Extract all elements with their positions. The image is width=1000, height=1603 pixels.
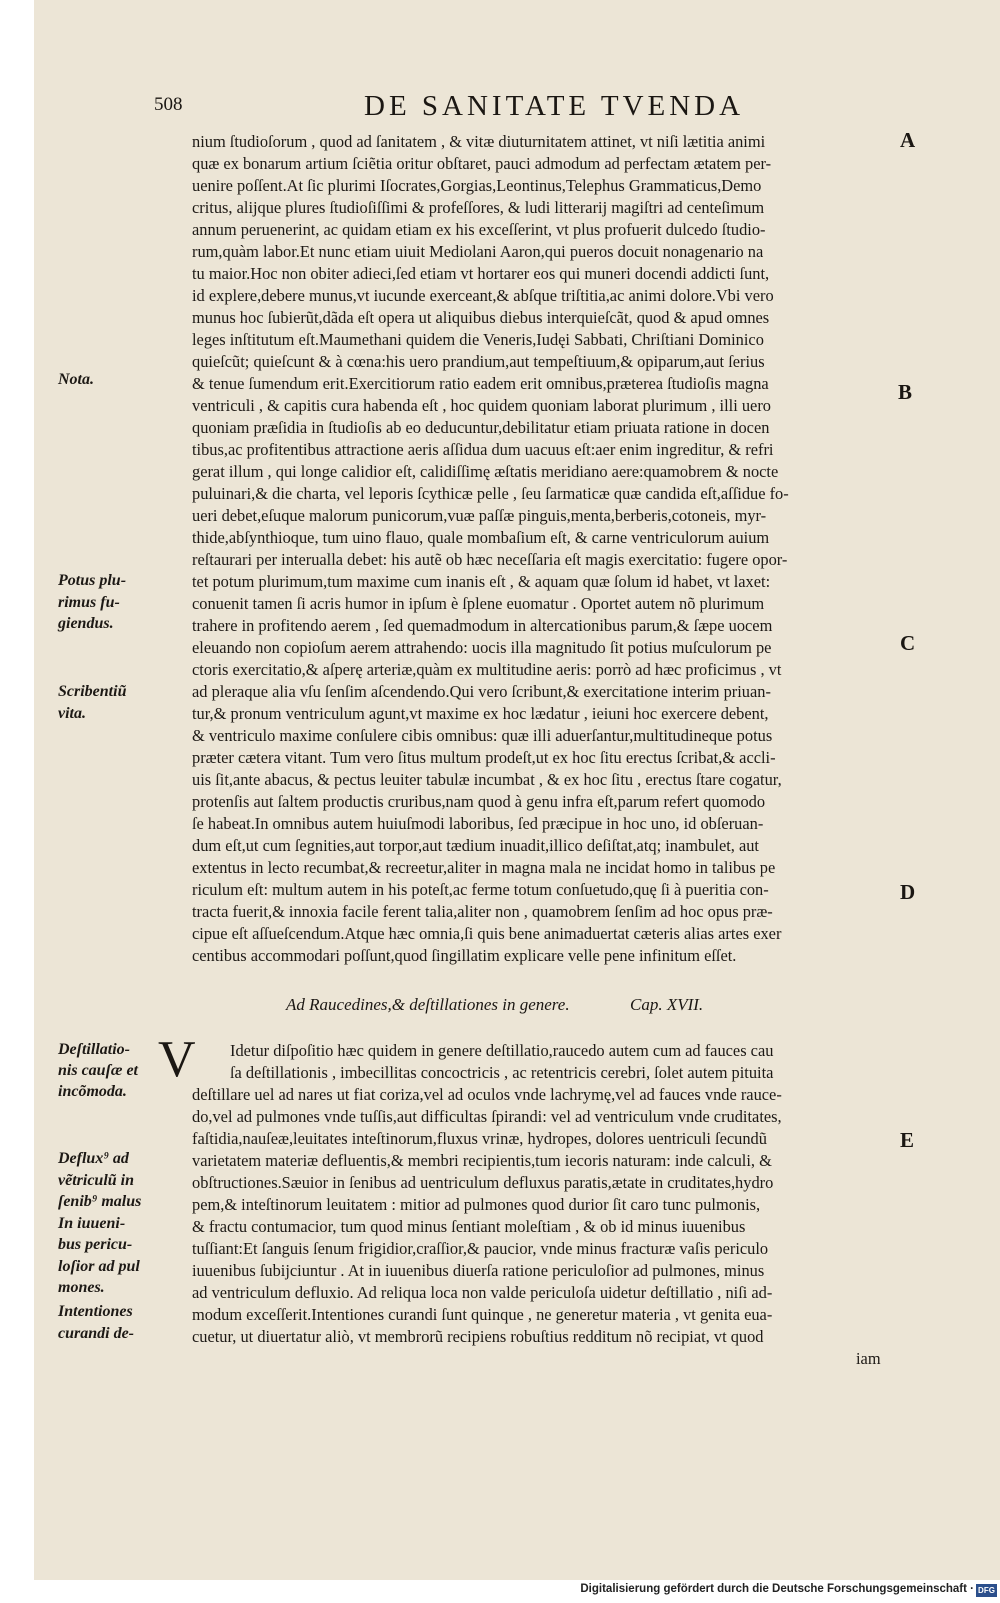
text-line: gerat illum , qui longe calidior eſt, calidiſſimę æſtatis meridiano aere:quamobrem & nocte: [192, 462, 779, 481]
text-line: munus hoc ſubierũt,dãda eſt opera ut aliquibus diebus interquieſcãt, quod & apud omnes: [192, 308, 770, 327]
text-line: tracta fuerit,& innoxia facile ferent talia,aliter non , quamobrem ſenſim ad hoc opus præ-: [192, 902, 773, 921]
text-line: & ventriculo maxime conſulere cibis omnibus: quæ illi aduerſantur,multitudineque potus: [192, 726, 773, 745]
margin-note: Deſtillatio-: [58, 1041, 130, 1058]
margin-note: Potus plu-: [58, 572, 127, 589]
margin-note: mones.: [58, 1279, 105, 1296]
text-line: ueri debet,eſuque malorum punicorum,vuæ paſſæ pinguis,menta,berberis,cotoneis, myr-: [192, 506, 767, 525]
text-line: præter cætera vitant. Tum vero ſitus multum prodeſt,ut ex hoc ſitu erectus ſcribat,& accli-: [192, 748, 776, 767]
margin-note: loſior ad pul: [58, 1258, 140, 1275]
margin-note: ſenib⁹ malus: [58, 1193, 142, 1210]
text-line: ſe habeat.In omnibus autem huiuſmodi laboribus, ſed præcipue in hoc uno, id obſeruan-: [192, 814, 764, 833]
text-line: reſtaurari per interualla debet: his autẽ ob hæc neceſſaria eſt magis exercitatio: fugere opor-: [192, 550, 788, 569]
text-line: & fractu contumacior, tum quod minus ſentiant moleſtiam , & ob id minus iuuenibus: [192, 1217, 746, 1236]
dfg-logo-icon: DFG: [976, 1584, 997, 1597]
text-line: ctoris exercitatio,& aſperę arteriæ,quàm ex multitudine aeris: porrò ad hæc proficimus , vt: [192, 660, 782, 679]
margin-note: Deflux⁹ ad: [58, 1150, 129, 1167]
text-line: trahere in profitendo aerem , ſed quemadmodum in altercationibus parum,& ſæpe uocem: [192, 616, 773, 635]
text-line: protenſis aut ſaltem productis cruribus,nam quod à genu infra eſt,parum refert quomodo: [192, 792, 766, 811]
catchword: iam: [856, 1349, 881, 1368]
margin-note: Scribentiũ: [58, 683, 127, 700]
text-line: thide,abſynthioque, tum uino flauo, quale mombaſium eſt, & carne ventriculorum auium: [192, 528, 770, 547]
chapter-title: Ad Raucedines,& deſtillationes in genere.: [286, 995, 570, 1014]
margin-note: Intentiones: [58, 1303, 133, 1320]
margin-note: giendus.: [58, 615, 114, 632]
margin-note: bus pericu-: [58, 1236, 133, 1253]
text-line: tibus,ac profitentibus attractione aeris aſſidua dum uacuus eſt:aer enim ingreditur, & refri: [192, 440, 774, 459]
margin-note: vita.: [58, 705, 86, 722]
text-line: ventriculi , & capitis cura habenda eſt , hoc quidem quoniam laborat plurimum , illi uero: [192, 396, 771, 415]
text-line: dum eſt,ut cum ſegnities,aut torpor,aut tædium inuadit,illico deſiſtat,atq; inambulet, aut: [192, 836, 759, 855]
text-line: conuenit tamen ſi acris humor in ipſum è ſplene euomatur . Oportet autem nõ plurimum: [192, 594, 765, 613]
funding-credit: Digitalisierung gefördert durch die Deutsche Forschungsgemeinschaft ·: [580, 1583, 974, 1595]
margin-note: nis cauſæ et: [58, 1062, 138, 1079]
text-line: quoniam præſidia in ſtudioſis ab eo deducuntur,debilitatur etiam priuata ratione in docen: [192, 418, 770, 437]
text-line: tuſſiant:Et ſanguis ſenum frigidior,craſſior,& paucior, vnde minus fracturæ vaſis periculo: [192, 1239, 769, 1258]
margin-note: rimus fu-: [58, 594, 120, 611]
text-line: cuetur, ut diuertatur aliò, vt membrorũ recipiens robuſtius redditum nõ recipiat, vt quod: [192, 1327, 764, 1346]
section-letter-d: D: [900, 880, 916, 904]
text-line: deſtillare uel ad nares ut fiat coriza,vel ad oculos vnde lachrymę,vel ad fauces vnde rauce-: [192, 1085, 782, 1104]
margin-note: Nota.: [58, 371, 94, 388]
text-line: varietatem materiæ defluentis,& membri recipientis,tum iecoris naturam: inde calculi, &: [192, 1151, 772, 1170]
text-line: eleuando non copioſum aerem attrahendo: uocis illa magnitudo ſit potius muſculorum pe: [192, 638, 772, 657]
text-line: obſtructiones.Sæuior in ſenibus ad uentriculum defluxus paratis,ætate in cruditates,hydro: [192, 1173, 774, 1192]
drop-initial: V: [158, 1031, 196, 1088]
margin-note: incõmoda.: [58, 1083, 127, 1100]
running-head: DE SANITATE TVENDA: [364, 90, 745, 122]
text-line: cipue eſt aſſueſcendum.Atque hæc omnia,ſi quis bene animaduertat cæteris alias artes exer: [192, 924, 782, 943]
margin-note: In iuueni-: [58, 1215, 126, 1232]
text-line: modum exceſſerit.Intentiones curandi ſunt quinque , ne generetur materia , vt genita eua-: [192, 1305, 773, 1324]
text-line: ad ventriculum defluxio. Ad reliqua loca non valde periculoſa uidetur deſtillatio , niſi ad-: [192, 1283, 773, 1302]
footer-bar: [0, 1580, 1000, 1603]
text-line: riculum eſt: multum autem in his poteſt,ac ferme totum conſuetudo,quę ſi à pueritia con-: [192, 880, 769, 899]
margin-note: curandi de-: [58, 1325, 134, 1342]
text-line: nium ſtudioſorum , quod ad ſanitatem , & vitæ diuturnitatem attinet, vt niſi lætitia animi: [192, 132, 766, 151]
page-number: 508: [154, 94, 183, 115]
section-letter-a: A: [900, 128, 916, 152]
text-line: ſa deſtillationis , imbecillitas concoctricis , ac retentricis cerebri, ſolet autem pituita: [230, 1063, 774, 1082]
text-line: quieſcũt; quieſcunt & à cœna:his uero prandium,aut tempeſtiuum,& opiparum,aut ſerius: [192, 352, 765, 371]
text-line: puluinari,& die charta, vel leporis ſcythicæ pelle , ſeu ſarmaticæ quæ candida eſt,aſſidue fo-: [192, 484, 789, 503]
text-line: quæ ex bonarum artium ſciẽtia oritur obſtaret, pauci admodum ad perfectam ætatem per-: [192, 154, 772, 173]
text-line: id explere,debere munus,vt iucunde exerceant,& abſque triſtitia,ac animi dolore.Vbi vero: [192, 286, 774, 305]
book-page: [34, 0, 1000, 1580]
text-line: rum,quàm labor.Et nunc etiam uiuit Mediolani Aaron,qui pueros docuit nonagenario na: [192, 242, 764, 261]
margin-note: vẽtriculũ in: [58, 1172, 135, 1189]
text-line: uenire poſſent.At ſic plurimi Iſocrates,Gorgias,Leontinus,Telephus Grammaticus,Demo: [192, 176, 762, 195]
text-line: faſtidia,nauſeæ,leuitates inteſtinorum,fluxus vrinæ, hydropes, dolores uentriculi ſecundũ: [192, 1129, 767, 1148]
text-line: annum peruenerint, ac quidam etiam ex his exceſſerint, vt plus profuerit dulcedo ſtudio-: [192, 220, 766, 239]
section-letter-e: E: [900, 1128, 915, 1152]
text-line: pem,& inteſtinorum leuitatem : mitior ad pulmones quod durior ſit caro tunc pulmonis,: [192, 1195, 761, 1214]
section-letter-b: B: [898, 380, 913, 404]
text-line: leges inſtitutum eſt.Maumethani quidem die Veneris,Iudęi Sabbati, Chriſtiani Dominico: [192, 330, 764, 349]
text-line: tet potum plurimum,tum maxime cum inanis eſt , & aquam quæ ſolum id habet, vt laxet:: [192, 572, 771, 591]
text-line: do,vel ad pulmones vnde tuſſis,aut difficultas ſpirandi: vel ad ventriculum vnde cruditates,: [192, 1107, 782, 1126]
section-letter-c: C: [900, 631, 916, 655]
text-line: extentus in lecto recumbat,& recreetur,aliter in magna mala ne incidat homo in talibus pe: [192, 858, 776, 877]
text-line: ad pleraque alia vſu ſenſim aſcendendo.Qui vero ſcribunt,& exercitatione interim priuan-: [192, 682, 771, 701]
text-line: critus, alijque plures ſtudioſiſſimi & profeſſores, & ludi litterarij magiſtri ad centeſimum: [192, 198, 765, 217]
text-line: & tenue ſumendum erit.Exercitiorum ratio eadem erit omnibus,præterea ſtudioſis magna: [192, 374, 769, 393]
text-line: iuuenibus ſubijciuntur . At in iuuenibus diuerſa ratione periculoſior ad pulmones, minus: [192, 1261, 765, 1280]
text-line: Idetur diſpoſitio hæc quidem in genere deſtillatio,raucedo autem cum ad fauces cau: [230, 1041, 774, 1060]
chapter-number: Cap. XVII.: [630, 995, 704, 1014]
text-line: uis ſit,ante abacus, & pectus leuiter tabulæ incumbat , & ex hoc ſitu , erectus ſtare cogatur,: [192, 770, 782, 789]
text-line: tu maior.Hoc non obiter adieci,ſed etiam vt hortarer eos qui muneri docendi addicti ſunt,: [192, 264, 770, 283]
text-line: centibus accommodari poſſunt,quod ſingillatim explicare velle pene infinitum eſſet.: [192, 946, 737, 965]
text-line: tur,& pronum ventriculum agunt,vt maxime ex hoc lædatur , ieiuni hoc exercere debent,: [192, 704, 769, 723]
